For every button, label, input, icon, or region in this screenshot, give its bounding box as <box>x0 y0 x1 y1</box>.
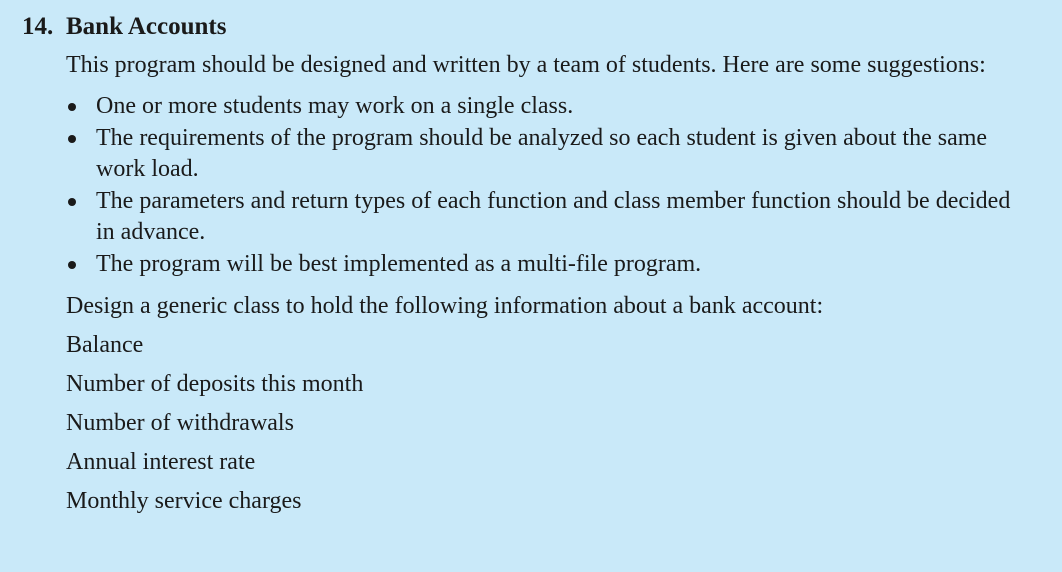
exercise-title: Bank Accounts <box>66 13 227 40</box>
list-item: Monthly service charges <box>66 488 302 514</box>
design-paragraph: Design a generic class to hold the following information about a bank account: <box>66 293 824 319</box>
suggestion-text: The requirements of the program should be analyzed so each student is given about the same work load. <box>96 125 988 182</box>
list-item <box>66 186 1016 248</box>
suggestion-text: The parameters and return types of each function and class member function should be decided in advance. <box>96 188 1011 245</box>
list-item <box>66 123 1016 185</box>
suggestion-text: The program will be best implemented as a multi-file program. <box>96 251 702 277</box>
list-item <box>66 249 1016 280</box>
bullet-icon <box>68 103 76 111</box>
exercise-heading <box>22 10 1016 44</box>
list-item <box>66 91 1016 122</box>
list-item: Number of deposits this month <box>66 371 364 397</box>
list-item: Annual interest rate <box>66 449 256 475</box>
bullet-icon <box>68 261 76 269</box>
account-fields-list <box>66 330 1016 517</box>
bullet-icon <box>68 135 76 143</box>
bullet-icon <box>68 198 76 206</box>
list-item: Balance <box>66 332 144 358</box>
exercise-number: 14. <box>22 13 54 40</box>
suggestion-text: One or more students may work on a single class. <box>96 93 574 119</box>
intro-paragraph: This program should be designed and written by a team of students. Here are some suggestions: <box>66 52 986 78</box>
exercise-body <box>66 50 1016 517</box>
suggestions-list <box>66 91 1016 280</box>
list-item: Number of withdrawals <box>66 410 294 436</box>
